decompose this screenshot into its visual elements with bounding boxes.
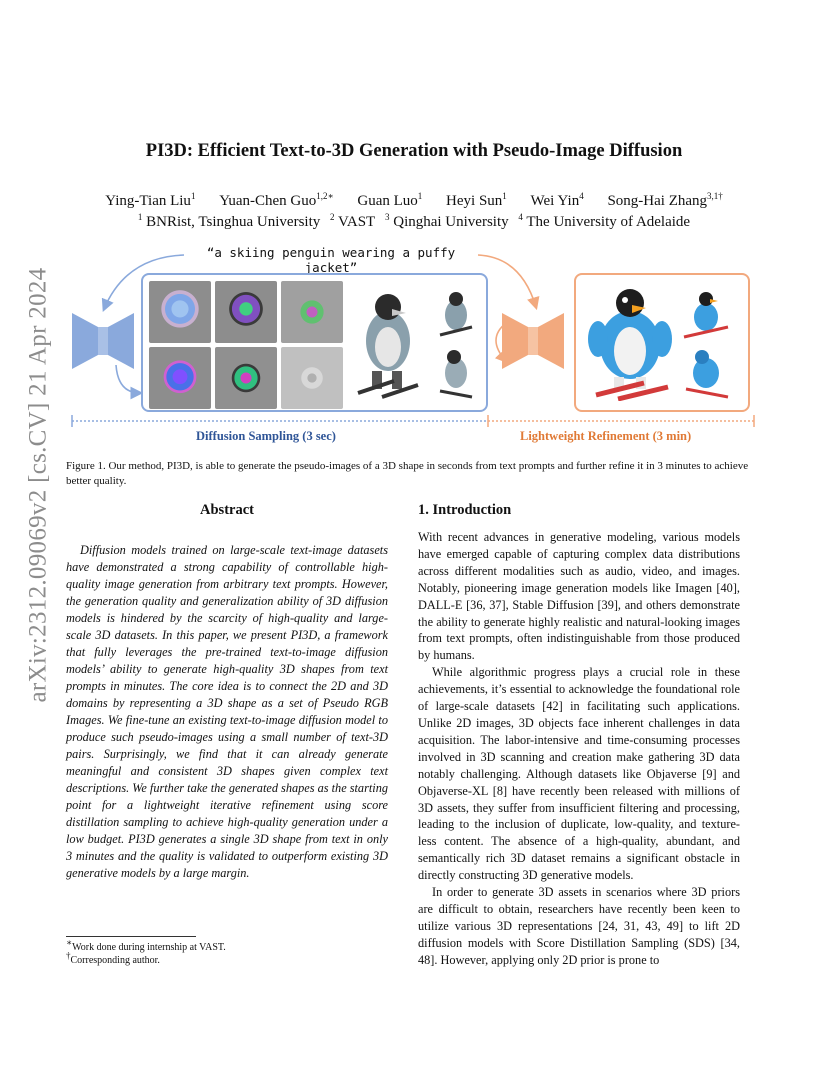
intro-paragraph: While algorithmic progress plays a crucial role in these achievements, it’s essential to acknowledge the foundational role of large-scale datasets [42] in facilitating such applications. Unlike 2D images, 3D objects face inherent challenges in data acquisition. The labor-intensive and time-consuming processes involved in 3D scanning and creation make gathering 3D data notably challenging. Although datasets like Objaverse [9] and Objaverse-XL [8] have recently been released with millions of 3D assets, they suffer from insufficient filtering and processing, leading to the inclusion of duplicate, low-quality, and texture-less content. The absence of a high-quality, abundant, and semantically rich 3D dataset remains a significant obstacle in directly constructing 3D generative models. [418, 665, 740, 883]
affiliation: $^3$ Qinghai University [384, 212, 509, 230]
loop-arrow [116, 365, 140, 393]
diffusion-unet-icon [72, 313, 134, 369]
affiliation: $^2$ VAST [330, 212, 376, 230]
refinement-unet-icon [502, 313, 564, 369]
affiliation: $^4$ The University of Adelaide [518, 212, 691, 230]
intro-paragraph: In order to generate 3D assets in scenarios where 3D priors are difficult to obtain, researchers have recently been keen to utilize various 3D representations [24, 31, 43, 49] to lift 2D diffusion models with Score Distillation Sampling (SDS) [34, 48]. However, applying only 2D prior is prone to [418, 885, 740, 967]
author: Song-Hai Zhang$^{3,1\dagger}$ [607, 191, 723, 209]
figure-caption: Figure 1. Our method, PI3D, is able to generate the pseudo-images of a 3D shape in seconds from text prompts and further refine it in 3 minutes to achieve better quality. [66, 460, 749, 487]
right-column [418, 502, 740, 969]
pseudo-image-tile [215, 281, 277, 343]
affiliation: $^1$ BNRist, Tsinghua University [137, 212, 321, 230]
affiliation-list [0, 214, 828, 231]
footnote-rule [66, 936, 196, 937]
coarse-penguin-back-icon [436, 347, 476, 399]
author: Wei Yin$^4$ [530, 191, 584, 209]
lightweight-refinement-label: Lightweight Refinement (3 min) [520, 429, 692, 443]
arxiv-identifier-text: arXiv:2312.09069v2 [cs.CV] 21 Apr 2024 [24, 267, 52, 703]
footnote: ∗Work done during internship at VAST. [66, 937, 226, 953]
footnotes [66, 936, 388, 967]
left-column [66, 502, 388, 882]
pseudo-image-tile [281, 347, 343, 409]
author: Heyi Sun$^1$ [446, 191, 507, 209]
pseudo-image-tile [149, 347, 211, 409]
diffusion-sampling-label: Diffusion Sampling (3 sec) [196, 429, 336, 443]
author: Ying-Tian Liu$^1$ [105, 191, 196, 209]
figure-1 [66, 243, 756, 451]
footnote: †Corresponding author. [66, 950, 160, 966]
pseudo-image-tile [149, 281, 211, 343]
abstract-body: Diffusion models trained on large-scale text-image datasets have demonstrated a strong capability of controllable high-quality image generation from arbitrary text prompts. However, the generation quality and generalization ability of 3D diffusion models is hindered by the scarcity of high-quality and large-scale 3D datasets. In this paper, we present PI3D, a framework that fully leverages the pre-trained text-to-image diffusion models’ ability to generate high-quality 3D shapes from text prompts in minutes. The core idea is to connect the 2D and 3D domains by representing a 3D shape as a set of Pseudo RGB Images. We fine-tune an existing text-to-image diffusion model to produce such pseudo-images using a small number of text-3D pairs. Surprisingly, we find that it can already generate meaningful and consistent 3D shapes given complex text descriptions. We further take the generated shapes as the starting point for a lightweight iterative refinement using score distillation sampling to achieve high-quality generation under a low budget. PI3D generates a single 3D shape from text in only 3 minutes and the quality is validated to outperform existing 3D generative models by a large margin. [66, 543, 388, 880]
pseudo-image-tile [215, 347, 277, 409]
author: Yuan-Chen Guo$^{1,2∗}$ [219, 191, 334, 209]
abstract-heading: Abstract [200, 502, 254, 518]
intro-paragraph: With recent advances in generative modeling, various models have emerged capable of capturing complex data distributions across different modalities such as audio, video, and images. Notably, pioneering image generation models like Imagen [40], DALL-E [36, 37], Stable Diffusion [39], and others demonstrate the ability to generate highly realistic and natural-looking images from text prompts, often indistinguishable from those produced by humans. [418, 530, 740, 663]
coarse-penguin-side-icon [436, 289, 476, 341]
author-list [0, 193, 828, 210]
author: Guan Luo$^1$ [357, 191, 423, 209]
figure-prompt: “a skiing penguin wearing a puffy jacket” [206, 245, 456, 275]
refined-penguin-side-icon [680, 289, 732, 341]
paper-title: PI3D: Efficient Text-to-3D Generation with Pseudo-Image Diffusion [145, 141, 683, 161]
refined-penguin-icon [582, 283, 678, 401]
refined-penguin-back-icon [680, 347, 732, 399]
introduction-heading: 1. Introduction [418, 502, 512, 518]
arxiv-identifier [18, 267, 58, 703]
coarse-penguin-icon [348, 289, 428, 401]
pseudo-image-tile [281, 281, 343, 343]
